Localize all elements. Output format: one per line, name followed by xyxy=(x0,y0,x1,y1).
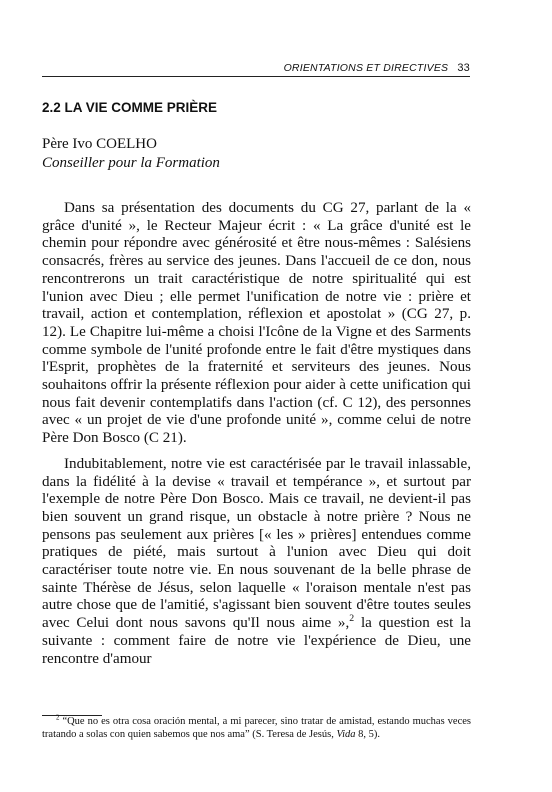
author-role: Conseiller pour la Formation xyxy=(42,155,220,171)
paragraph-2-continuation: la question est la suivante : comment faire de notre vie l'expérience de Dieu, une rencontre d'amour xyxy=(42,615,472,667)
footnote xyxy=(42,716,471,741)
paragraph-1: Dans sa présentation des documents du CG 27, parlant de la « grâce d'unité », le Recteur Majeur écrit : « La grâce d'unité est le chemin pour répondre avec générosité et être nous-mêmes : Salésiens consacrés, frères au service des jeunes. Dans l'accueil de ce don, nous rencontrerons un trait caractéristique de notre spiritualité qui est l'union avec Dieu ; elle permet l'unification de notre vie : prière et travail, action et contemplation, réflexion et apostolat » (CG 27, p. 12). Le Chapitre lui-même a choisi l'Icône de la Vigne et des Sarments comme symbole de l'unité profonde entre le fait d'être mystiques dans l'Esprit, prophètes de la fraternité et serviteurs des jeunes. Nous souhaitons offrir la présente réflexion pour aider à cette unification qui nous fait devenir contemplatifs dans l'action (cf. C 12), des personnes avec « un projet de vie d'une profonde unité », comme celui de notre Père Don Bosco (C 21). xyxy=(42,200,471,447)
body-text xyxy=(42,200,471,676)
paragraph-2 xyxy=(42,456,471,668)
footnote-ref: 2 xyxy=(349,613,355,625)
running-header xyxy=(42,62,470,74)
paragraph-2-text: Indubitablement, notre vie est caractérisée par le travail inlassable, dans la fidélité à la devise « travail et tempérance », et surtout par l'exemple de notre Père Don Bosco. Mais ce travail, ne devient-il pas bien souvent un grand risque, un obstacle à notre prière ? Nous ne pensons pas seulement aux prières [« les » prières] entendues comme pratiques de piété, mais surtout à l'union avec Dieu qui doit caractériser toute notre vie. En nous souvenant de la belle phrase de sainte Thérèse de Jésus, selon laquelle « l'oraison mentale n'est pas autre chose que de l'amitié, s'agissant bien souvent d'être toutes seules avec Celui dont nous savons qu'Il nous aime », xyxy=(42,455,471,632)
footnote-title: Vida xyxy=(336,728,356,740)
section-title: 2.2 LA VIE COMME PRIÈRE xyxy=(42,100,218,115)
running-title: ORIENTATIONS ET DIRECTIVES xyxy=(283,62,449,74)
header-rule xyxy=(42,76,470,77)
footnote-citation: 8, 5). xyxy=(355,728,381,740)
page-number: 33 xyxy=(457,62,470,74)
footnote-marker: 2 xyxy=(56,714,60,722)
author-name: Père Ivo COELHO xyxy=(42,136,157,152)
footnote-text: “Que no es otra cosa oración mental, a mi parecer, sino tratar de amistad, estando muchas veces tratando a solas con quien sabemos que nos ama” (S. Teresa de Jesús, xyxy=(42,716,471,740)
